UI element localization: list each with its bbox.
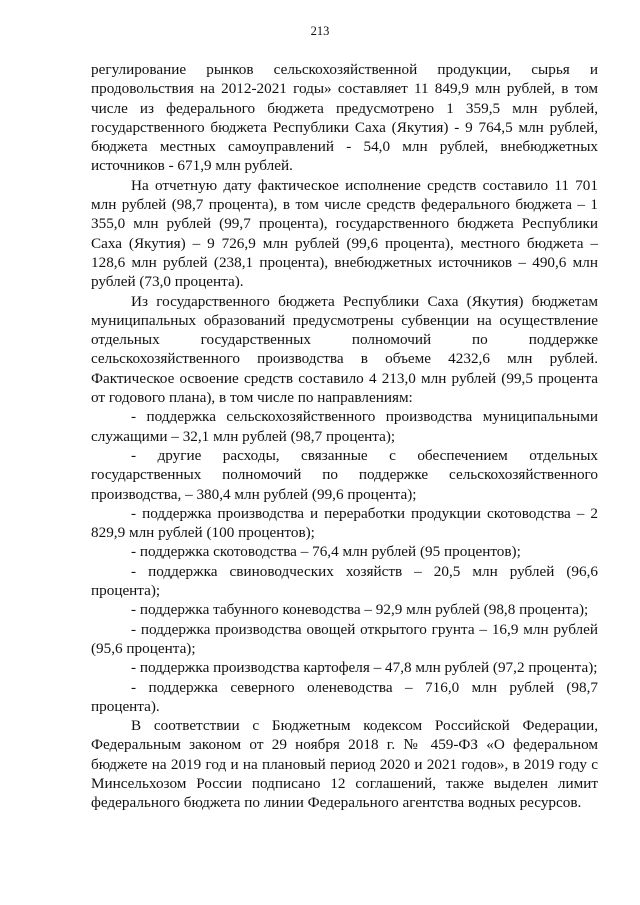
list-item: - поддержка скотоводства – 76,4 млн рублей (95 процентов); — [131, 543, 521, 561]
paragraph-subventions: Из государственного бюджета Республики Саха (Якутия) бюджетам муниципальных образований предусмотрены субвенции на осуществление отдельных государственных полномочий по поддержке сельскохозяйственного производства в объеме 4232,6 млн рублей. Фактическое освоение средств составило 4 213,0 млн рублей (99,5 процента от годового плана), в том числе по направлениям: — [91, 292, 598, 407]
list-item: - поддержка производства картофеля – 47,8 млн рублей (97,2 процента); — [131, 659, 598, 677]
list-item: - поддержка производства овощей открытого грунта – 16,9 млн рублей (95,6 процента); — [91, 620, 598, 657]
list-item: - поддержка свиноводческих хозяйств – 20,5 млн рублей (96,6 процента); — [91, 562, 598, 600]
list-item: - поддержка северного оленеводства – 716,0 млн рублей (98,7 процента). — [91, 678, 598, 715]
list-item: - другие расходы, связанные с обеспечением отдельных государственных полномочий по поддержке сельскохозяйственного производства, – 380,4 млн рублей (99,6 процента); — [91, 446, 598, 503]
paragraph-continuation: регулирование рынков сельскохозяйственной продукции, сырья и продовольствия на 2012-2021 годы» составляет 11 849,9 млн рублей, в том числе из федерального бюджета предусмотрено 1 359,5 млн рублей, государственного бюджета Республики Саха (Якутия) - 9 764,5 млн рублей, бюджета местных самоуправлений - 54,0 млн рублей, внебюджетных источников - 671,9 млн рублей. — [91, 61, 598, 175]
list-item: - поддержка производства и переработки продукции скотоводства – 2 829,9 млн рублей (100 процентов); — [91, 504, 598, 542]
paragraph-execution: На отчетную дату фактическое исполнение средств составило 11 701 млн рублей (98,7 процента), в том числе средств федерального бюджета – 1 355,0 млн рублей (99,7 процента), государственного бюджета Республики Саха (Якутия) – 9 726,9 млн рублей (99,6 процента), местного бюджета – 128,6 млн рублей (238,1 процента), внебюджетных источников – 490,6 млн рублей (73,0 процента). — [91, 176, 598, 291]
list-item: - поддержка сельскохозяйственного производства муниципальными служащими – 32,1 млн рублей (98,7 процента); — [91, 408, 598, 445]
page-number: 213 — [310, 24, 330, 38]
document-body — [91, 60, 598, 813]
paragraph-budget-code: В соответствии с Бюджетным кодексом Российской Федерации, Федеральным законом от 29 ноября 2018 г. № 459-ФЗ «О федеральном бюджете на 2019 год и на плановый период 2020 и 2021 годов», в 2019 году с Минсельхозом России подписано 12 соглашений, также выделен лимит федерального бюджета по линии Федерального агентства водных ресурсов. — [91, 717, 598, 812]
list-item: - поддержка табунного коневодства – 92,9 млн рублей (98,8 процента); — [131, 601, 589, 619]
